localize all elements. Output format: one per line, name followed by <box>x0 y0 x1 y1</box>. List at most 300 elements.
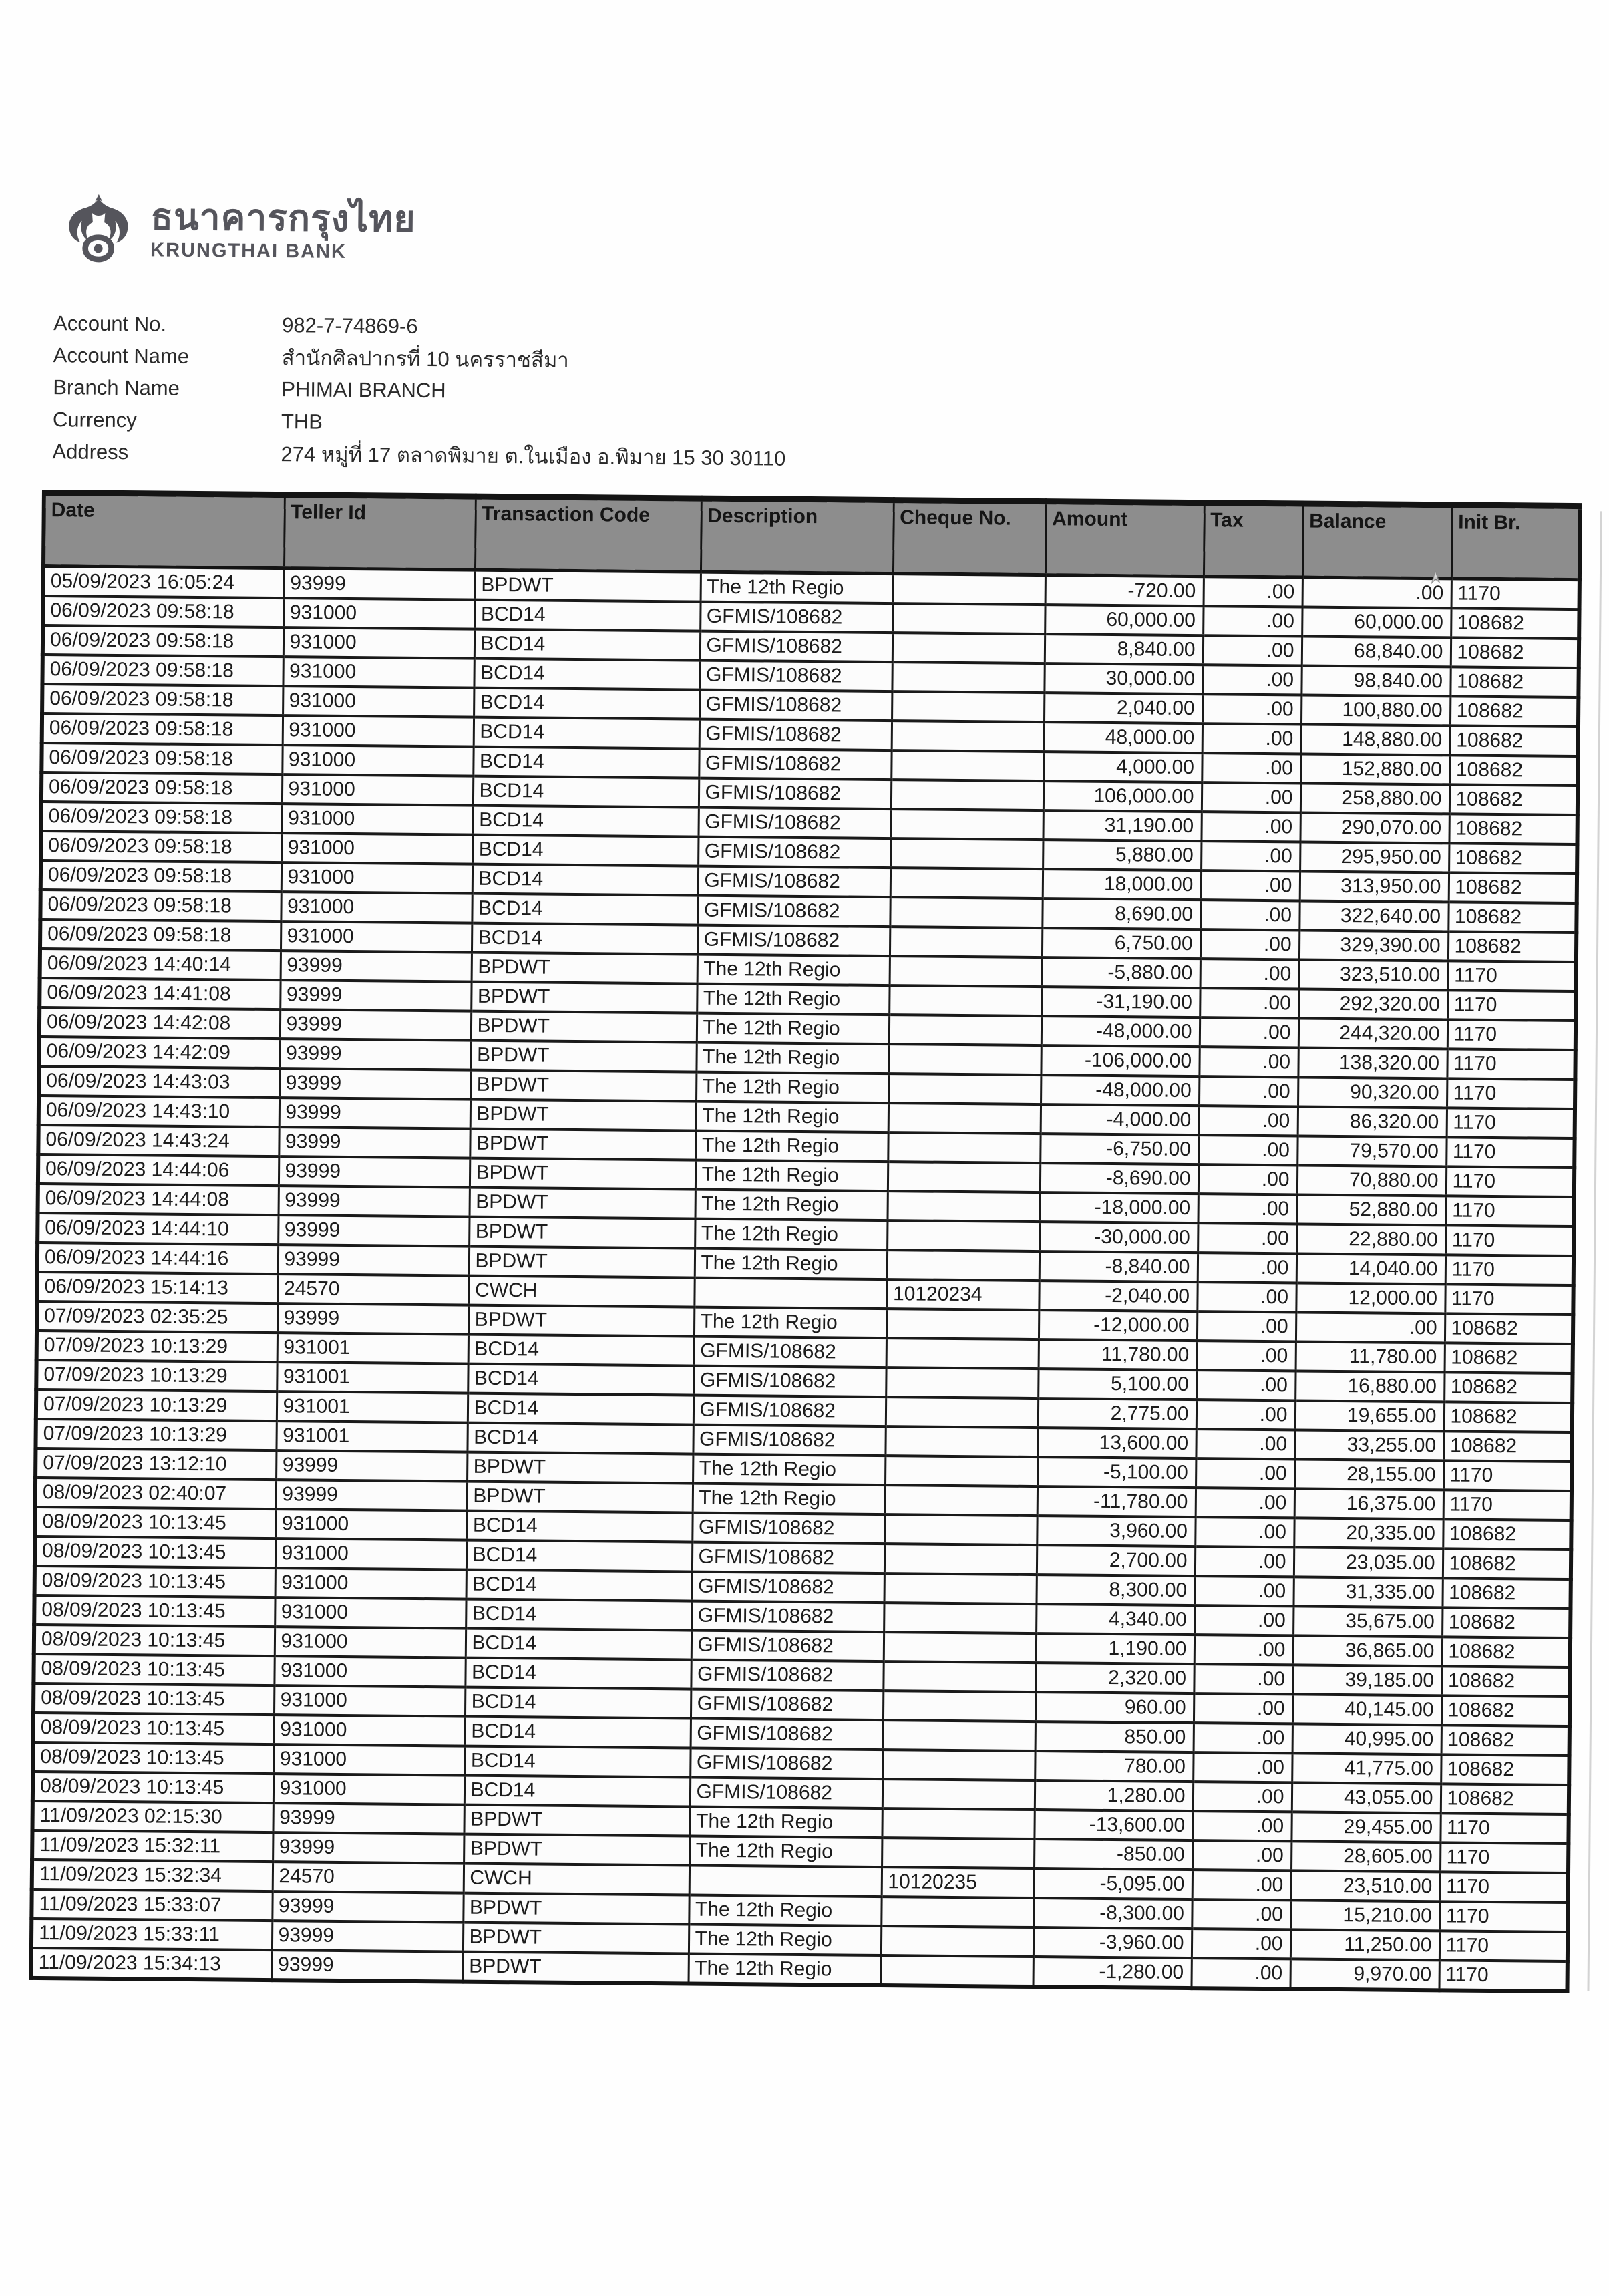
table-cell-tax: .00 <box>1192 1811 1291 1841</box>
table-cell-description: The 12th Regio <box>697 1013 889 1045</box>
table-cell-transaction_code: BCD14 <box>466 1599 691 1631</box>
table-cell-description: GFMIS/108682 <box>693 1425 885 1456</box>
table-cell-transaction_code: BPDWT <box>464 1805 689 1836</box>
mouse-cursor-icon <box>1430 570 1441 584</box>
table-cell-transaction_code: BPDWT <box>470 1070 696 1102</box>
table-cell-description <box>694 1278 886 1309</box>
table-cell-teller_id: 931000 <box>273 1774 464 1804</box>
table-cell-description: The 12th Regio <box>695 1131 888 1162</box>
table-cell-amount: -3,960.00 <box>1033 1927 1192 1958</box>
table-cell-balance: 43,055.00 <box>1292 1782 1441 1813</box>
table-cell-date: 06/09/2023 09:58:18 <box>41 831 281 862</box>
table-cell-cheque_no <box>888 1162 1040 1192</box>
table-cell-transaction_code: BCD14 <box>473 747 699 778</box>
table-cell-tax: .00 <box>1203 606 1302 636</box>
table-cell-cheque_no <box>886 1397 1038 1428</box>
table-cell-balance: 36,865.00 <box>1293 1635 1442 1666</box>
table-cell-transaction_code: BPDWT <box>467 1452 693 1484</box>
table-cell-balance: .00 <box>1296 1312 1445 1343</box>
table-cell-amount: -106,000.00 <box>1041 1045 1199 1076</box>
table-cell-transaction_code: BPDWT <box>471 1011 697 1043</box>
table-cell-init_br: 108682 <box>1441 1754 1569 1785</box>
table-cell-transaction_code: BCD14 <box>474 600 700 631</box>
table-cell-tax: .00 <box>1200 959 1299 989</box>
table-cell-transaction_code: BCD14 <box>465 1717 691 1748</box>
table-cell-teller_id: 93999 <box>281 951 472 981</box>
table-cell-amount: 13,600.00 <box>1037 1428 1196 1458</box>
table-cell-balance: 322,640.00 <box>1299 900 1448 931</box>
table-cell-init_br: 108682 <box>1448 931 1576 962</box>
table-cell-init_br: 108682 <box>1443 1548 1571 1579</box>
table-cell-amount: 780.00 <box>1035 1751 1193 1782</box>
table-cell-cheque_no <box>885 1426 1037 1457</box>
table-cell-teller_id: 93999 <box>278 1215 469 1246</box>
table-cell-date: 06/09/2023 09:58:18 <box>42 684 283 715</box>
table-cell-init_br: 1170 <box>1439 1960 1567 1991</box>
table-cell-cheque_no <box>883 1720 1035 1751</box>
table-cell-balance: .00 <box>1302 577 1451 608</box>
table-cell-balance: 323,510.00 <box>1299 959 1448 990</box>
table-cell-description: The 12th Regio <box>693 1454 885 1486</box>
table-cell-tax: .00 <box>1198 1253 1296 1283</box>
table-cell-description: GFMIS/108682 <box>693 1366 886 1398</box>
table-cell-tax: .00 <box>1201 841 1300 871</box>
account-field-label: Account No. <box>53 311 167 336</box>
table-cell-balance: 290,070.00 <box>1300 812 1449 843</box>
table-cell-init_br: 1170 <box>1446 1166 1574 1197</box>
table-cell-amount: 3,960.00 <box>1037 1516 1195 1546</box>
table-cell-description: The 12th Regio <box>695 1219 887 1251</box>
table-cell-cheque_no <box>882 1838 1034 1868</box>
table-cell-description: GFMIS/108682 <box>699 749 891 780</box>
table-cell-transaction_code: BCD14 <box>464 1746 690 1778</box>
scan-edge-shadow <box>1587 511 1602 1991</box>
table-cell-amount: -30,000.00 <box>1039 1222 1198 1253</box>
table-cell-date: 08/09/2023 10:13:45 <box>33 1683 274 1715</box>
table-cell-init_br: 1170 <box>1445 1196 1574 1226</box>
table-cell-teller_id: 931000 <box>282 804 473 834</box>
table-cell-tax: .00 <box>1196 1458 1294 1488</box>
table-cell-transaction_code: BPDWT <box>469 1217 695 1249</box>
table-cell-description: GFMIS/108682 <box>700 631 892 663</box>
table-cell-description: GFMIS/108682 <box>699 719 892 751</box>
table-cell-balance: 79,570.00 <box>1297 1136 1446 1166</box>
bank-logo-text <box>150 193 416 263</box>
table-cell-description: GFMIS/108682 <box>691 1660 883 1691</box>
table-cell-date: 06/09/2023 14:42:09 <box>39 1037 279 1068</box>
table-cell-init_br: 108682 <box>1451 608 1579 639</box>
table-cell-amount: 8,840.00 <box>1045 634 1203 665</box>
table-cell-init_br: 108682 <box>1441 1725 1570 1756</box>
table-cell-balance: 329,390.00 <box>1299 930 1448 961</box>
table-cell-transaction_code: BPDWT <box>470 1041 696 1072</box>
table-cell-description: The 12th Regio <box>689 1836 882 1868</box>
table-cell-amount: -8,840.00 <box>1039 1251 1198 1282</box>
table-cell-teller_id: 93999 <box>279 1156 470 1187</box>
table-cell-date: 06/09/2023 15:14:13 <box>37 1272 277 1303</box>
table-cell-description: The 12th Regio <box>696 1072 888 1104</box>
table-cell-tax: .00 <box>1196 1370 1295 1400</box>
table-cell-init_br: 1170 <box>1447 1049 1575 1080</box>
table-cell-tax: .00 <box>1198 1135 1297 1165</box>
table-cell-tax: .00 <box>1192 1840 1291 1870</box>
table-cell-cheque_no <box>882 1808 1034 1839</box>
table-cell-init_br: 108682 <box>1450 667 1578 697</box>
table-cell-balance: 138,320.00 <box>1298 1047 1447 1078</box>
table-cell-balance: 40,145.00 <box>1292 1694 1441 1725</box>
table-cell-transaction_code: BPDWT <box>470 1188 695 1219</box>
table-cell-transaction_code: BCD14 <box>468 1364 693 1396</box>
table-cell-teller_id: 93999 <box>279 1068 470 1099</box>
table-cell-transaction_code: BCD14 <box>472 835 698 866</box>
table-cell-description: The 12th Regio <box>701 572 893 603</box>
table-cell-amount: -12,000.00 <box>1039 1310 1197 1341</box>
table-cell-teller_id: 931000 <box>283 657 474 687</box>
table-cell-cheque_no <box>888 1103 1041 1134</box>
table-cell-date: 06/09/2023 14:40:14 <box>40 949 281 980</box>
table-cell-transaction_code: BCD14 <box>466 1511 692 1542</box>
table-cell-tax: .00 <box>1194 1693 1292 1724</box>
table-cell-tax: .00 <box>1194 1635 1293 1665</box>
table-cell-balance: 28,605.00 <box>1291 1841 1440 1872</box>
table-cell-init_br: 1170 <box>1440 1813 1568 1844</box>
table-cell-tax: .00 <box>1193 1752 1292 1782</box>
table-cell-cheque_no <box>885 1485 1037 1516</box>
table-cell-description: GFMIS/108682 <box>694 1337 886 1368</box>
table-cell-description: GFMIS/108682 <box>698 837 890 868</box>
table-cell-date: 08/09/2023 10:13:45 <box>33 1772 273 1803</box>
account-info <box>52 307 787 474</box>
table-cell-date: 07/09/2023 10:13:29 <box>36 1389 277 1421</box>
table-cell-cheque_no <box>888 1191 1040 1222</box>
table-cell-date: 06/09/2023 09:58:18 <box>41 772 282 804</box>
table-cell-amount: 5,880.00 <box>1043 840 1201 870</box>
table-cell-date: 06/09/2023 09:58:18 <box>42 655 283 686</box>
table-cell-cheque_no <box>892 603 1045 634</box>
table-cell-date: 07/09/2023 13:12:10 <box>35 1448 276 1480</box>
table-cell-date: 06/09/2023 09:58:18 <box>42 713 283 745</box>
table-cell-balance: 313,950.00 <box>1300 871 1449 902</box>
table-cell-tax: .00 <box>1197 1341 1296 1371</box>
table-cell-cheque_no <box>882 1750 1035 1780</box>
column-header-amount: Amount <box>1045 502 1204 577</box>
table-cell-transaction_code: BPDWT <box>467 1482 693 1513</box>
table-cell-transaction_code: BCD14 <box>472 894 697 925</box>
table-cell-cheque_no <box>892 662 1044 693</box>
table-cell-amount: 4,000.00 <box>1043 752 1202 782</box>
table-cell-init_br: 1170 <box>1451 579 1580 609</box>
table-cell-date: 08/09/2023 10:13:45 <box>34 1595 275 1627</box>
table-cell-description: The 12th Regio <box>694 1307 886 1339</box>
table-cell-tax: .00 <box>1201 812 1300 842</box>
table-cell-tax: .00 <box>1192 1929 1290 1959</box>
account-field-label: Address <box>52 440 129 464</box>
table-cell-teller_id: 931000 <box>274 1715 465 1746</box>
table-cell-date: 11/09/2023 15:32:34 <box>32 1860 273 1891</box>
table-cell-teller_id: 93999 <box>277 1303 468 1334</box>
table-cell-transaction_code: BPDWT <box>463 1952 689 1984</box>
table-cell-init_br: 108682 <box>1449 872 1577 903</box>
table-cell-description: The 12th Regio <box>689 1925 881 1956</box>
table-cell-teller_id: 931000 <box>275 1509 466 1540</box>
table-cell-date: 07/09/2023 02:35:25 <box>37 1301 277 1333</box>
table-cell-date: 11/09/2023 15:33:11 <box>31 1919 272 1950</box>
table-cell-date: 07/09/2023 10:13:29 <box>37 1331 277 1362</box>
table-cell-cheque_no <box>889 1015 1041 1045</box>
table-cell-cheque_no <box>887 1250 1039 1281</box>
table-cell-tax: .00 <box>1202 723 1301 754</box>
table-cell-amount: 6,750.00 <box>1042 928 1200 959</box>
table-cell-teller_id: 931000 <box>275 1627 466 1657</box>
table-cell-date: 08/09/2023 02:40:07 <box>35 1478 276 1509</box>
table-cell-balance: 9,970.00 <box>1290 1959 1439 1990</box>
table-cell-transaction_code: BPDWT <box>463 1923 689 1954</box>
table-cell-cheque_no <box>886 1367 1038 1398</box>
table-cell-teller_id: 931000 <box>283 598 474 629</box>
table-cell-balance: 39,185.00 <box>1292 1665 1441 1695</box>
table-cell-description: GFMIS/108682 <box>699 778 891 810</box>
table-cell-amount: 18,000.00 <box>1043 869 1201 900</box>
table-cell-tax: .00 <box>1201 870 1300 900</box>
table-cell-amount: -2,040.00 <box>1039 1281 1197 1311</box>
table-cell-description: GFMIS/108682 <box>691 1719 883 1750</box>
table-cell-teller_id: 93999 <box>279 1186 470 1216</box>
table-cell-balance: 16,375.00 <box>1294 1488 1443 1519</box>
table-cell-cheque_no <box>890 897 1042 928</box>
table-cell-date: 07/09/2023 10:13:29 <box>36 1360 277 1391</box>
table-cell-tax: .00 <box>1202 753 1300 783</box>
table-cell-teller_id: 931000 <box>283 715 474 746</box>
column-header-init-br: Init Br. <box>1451 505 1580 580</box>
table-cell-cheque_no <box>886 1338 1039 1369</box>
table-cell-teller_id: 931000 <box>281 862 472 893</box>
table-cell-teller_id: 931000 <box>273 1744 464 1775</box>
account-field-address <box>52 436 785 474</box>
table-cell-description: GFMIS/108682 <box>699 808 891 839</box>
table-cell-cheque_no <box>889 985 1041 1016</box>
table-cell-cheque_no <box>890 927 1042 957</box>
table-cell-description: GFMIS/108682 <box>698 866 890 898</box>
table-cell-description: The 12th Regio <box>695 1249 887 1280</box>
table-cell-balance: 31,335.00 <box>1293 1577 1442 1607</box>
table-cell-tax: .00 <box>1198 1223 1296 1253</box>
table-cell-teller_id: 931000 <box>281 921 472 952</box>
table-cell-balance: 20,335.00 <box>1294 1518 1443 1548</box>
table-cell-transaction_code: BCD14 <box>466 1570 692 1601</box>
table-cell-init_br: 1170 <box>1446 1137 1574 1168</box>
table-cell-tax: .00 <box>1194 1723 1292 1753</box>
table-cell-description: GFMIS/108682 <box>693 1396 886 1427</box>
table-cell-cheque_no <box>892 633 1045 663</box>
table-cell-init_br: 1170 <box>1447 1108 1575 1138</box>
table-cell-amount: -720.00 <box>1045 575 1204 607</box>
table-cell-balance: 292,320.00 <box>1298 989 1447 1019</box>
table-cell-teller_id: 93999 <box>279 1098 470 1128</box>
table-cell-amount: -13,600.00 <box>1034 1810 1192 1840</box>
table-cell-balance: 152,880.00 <box>1300 754 1449 784</box>
table-cell-teller_id: 93999 <box>272 1950 463 1981</box>
table-cell-transaction_code: BPDWT <box>469 1247 695 1278</box>
table-cell-init_br: 108682 <box>1442 1607 1570 1638</box>
table-cell-teller_id: 93999 <box>273 1803 464 1834</box>
table-cell-description: GFMIS/108682 <box>691 1631 884 1662</box>
table-cell-cheque_no <box>884 1573 1037 1604</box>
table-cell-tax: .00 <box>1199 1106 1298 1136</box>
table-cell-transaction_code: BPDWT <box>472 953 697 984</box>
table-cell-amount: 106,000.00 <box>1043 781 1202 812</box>
table-cell-tax: .00 <box>1200 988 1298 1018</box>
table-cell-description: GFMIS/108682 <box>691 1601 884 1633</box>
address-value: 274 หมู่ที่ 17 ตลาดพิมาย ต.ในเมือง อ.พิมาย 15 30 30110 <box>281 442 786 470</box>
table-cell-date: 06/09/2023 14:44:06 <box>38 1154 279 1186</box>
table-cell-balance: 70,880.00 <box>1297 1165 1446 1196</box>
table-cell-transaction_code: CWCH <box>468 1276 694 1307</box>
table-cell-tax: .00 <box>1204 577 1302 607</box>
table-cell-init_br: 108682 <box>1450 696 1578 727</box>
table-cell-cheque_no <box>881 1955 1033 1987</box>
table-cell-amount: 8,300.00 <box>1037 1575 1195 1605</box>
table-cell-amount: -850.00 <box>1034 1839 1192 1870</box>
table-cell-init_br: 108682 <box>1443 1431 1572 1462</box>
table-cell-init_br: 1170 <box>1440 1842 1568 1873</box>
table-cell-teller_id: 93999 <box>284 568 475 600</box>
table-cell-amount: -31,190.00 <box>1041 987 1200 1017</box>
table-cell-init_br: 108682 <box>1442 1637 1570 1667</box>
table-cell-amount: -48,000.00 <box>1041 1016 1200 1047</box>
table-cell-balance: 33,255.00 <box>1294 1430 1443 1460</box>
table-cell-date: 08/09/2023 10:13:45 <box>33 1654 274 1685</box>
table-cell-cheque_no <box>886 1309 1039 1339</box>
table-cell-tax: .00 <box>1198 1194 1296 1224</box>
table-cell-transaction_code: BCD14 <box>466 1540 692 1572</box>
table-cell-init_br: 108682 <box>1441 1784 1569 1814</box>
table-cell-teller_id: 931000 <box>275 1597 466 1628</box>
table-cell-description: The 12th Regio <box>697 984 889 1015</box>
table-cell-teller_id: 93999 <box>273 1832 464 1863</box>
table-cell-transaction_code: BCD14 <box>472 923 697 955</box>
table-cell-teller_id: 93999 <box>279 1127 470 1158</box>
column-header-transaction-code: Transaction Code <box>475 496 701 572</box>
table-cell-teller_id: 93999 <box>280 1009 471 1040</box>
table-cell-teller_id: 931000 <box>281 892 472 923</box>
table-cell-tax: .00 <box>1200 1017 1298 1047</box>
table-cell-transaction_code: BPDWT <box>471 982 697 1013</box>
table-cell-transaction_code: BCD14 <box>474 717 699 749</box>
table-cell-init_br: 1170 <box>1447 990 1576 1021</box>
table-cell-amount: -5,095.00 <box>1034 1868 1192 1899</box>
table-cell-teller_id: 24570 <box>277 1274 468 1305</box>
table-cell-teller_id: 931000 <box>274 1685 465 1716</box>
table-cell-balance: 41,775.00 <box>1292 1753 1441 1784</box>
table-cell-amount: 2,700.00 <box>1037 1545 1195 1576</box>
table-cell-balance: 12,000.00 <box>1296 1283 1445 1313</box>
table-cell-init_br: 1170 <box>1439 1931 1568 1961</box>
table-cell-amount: 11,780.00 <box>1039 1339 1197 1370</box>
currency-value: THB <box>281 409 323 434</box>
table-cell-balance: 40,995.00 <box>1292 1724 1441 1754</box>
table-cell-tax: .00 <box>1202 665 1301 695</box>
table-cell-balance: 11,780.00 <box>1296 1341 1445 1372</box>
table-cell-transaction_code: BPDWT <box>470 1158 695 1190</box>
table-cell-init_br: 108682 <box>1448 902 1576 933</box>
table-cell-transaction_code: BCD14 <box>474 629 700 661</box>
table-cell-description: The 12th Regio <box>697 955 890 986</box>
account-number-value: 982-7-74869-6 <box>282 313 418 338</box>
table-cell-cheque_no <box>888 1044 1041 1075</box>
table-cell-cheque_no <box>893 574 1045 605</box>
table-cell-cheque_no <box>885 1456 1037 1486</box>
table-cell-description: GFMIS/108682 <box>690 1778 882 1809</box>
table-cell-teller_id: 931000 <box>275 1538 466 1569</box>
table-cell-init_br: 108682 <box>1445 1343 1573 1373</box>
table-cell-balance: 16,880.00 <box>1295 1371 1444 1402</box>
table-cell-balance: 52,880.00 <box>1296 1194 1445 1225</box>
table-cell-cheque_no <box>883 1661 1035 1692</box>
table-cell-tax: .00 <box>1193 1782 1292 1812</box>
table-cell-balance: 100,880.00 <box>1301 695 1450 725</box>
table-cell-amount: 4,340.00 <box>1036 1604 1194 1635</box>
table-cell-transaction_code: BCD14 <box>473 806 699 837</box>
table-cell-date: 08/09/2023 10:13:45 <box>35 1507 275 1538</box>
table-cell-date: 06/09/2023 09:58:18 <box>40 890 281 921</box>
table-cell-tax: .00 <box>1195 1546 1294 1577</box>
table-cell-tax: .00 <box>1196 1488 1294 1518</box>
column-header-tax: Tax <box>1204 503 1303 577</box>
table-cell-cheque_no <box>887 1220 1039 1251</box>
table-cell-transaction_code: BCD14 <box>468 1335 694 1366</box>
table-cell-tax: .00 <box>1196 1429 1294 1459</box>
column-header-balance: Balance <box>1302 504 1452 579</box>
table-cell-init_br: 1170 <box>1439 1901 1568 1932</box>
table-cell-teller_id: 931000 <box>283 627 474 658</box>
table-cell-teller_id: 931000 <box>275 1568 466 1599</box>
table-cell-cheque_no <box>890 956 1042 987</box>
table-cell-init_br: 1170 <box>1447 1019 1576 1050</box>
table-cell-balance: 68,840.00 <box>1302 636 1451 667</box>
table-cell-cheque_no <box>891 750 1043 781</box>
table-cell-cheque_no <box>890 809 1043 840</box>
table-cell-cheque_no <box>888 1132 1040 1163</box>
table-cell-date: 06/09/2023 14:43:10 <box>39 1096 279 1127</box>
table-cell-init_br: 108682 <box>1449 814 1577 844</box>
table-cell-amount: 850.00 <box>1035 1721 1194 1752</box>
table-cell-balance: 60,000.00 <box>1302 607 1451 637</box>
transactions-table <box>29 490 1582 1993</box>
table-cell-init_br: 108682 <box>1442 1578 1570 1609</box>
table-cell-amount: -6,750.00 <box>1040 1134 1198 1164</box>
table-cell-init_br: 108682 <box>1443 1519 1571 1550</box>
table-cell-transaction_code: BCD14 <box>465 1658 691 1689</box>
table-cell-balance: 98,840.00 <box>1301 665 1450 696</box>
table-cell-cheque_no <box>890 838 1043 869</box>
table-cell-tax: .00 <box>1202 782 1300 812</box>
table-cell-transaction_code: BCD14 <box>473 776 699 808</box>
table-cell-teller_id: 931000 <box>274 1656 465 1687</box>
table-cell-amount: 2,320.00 <box>1035 1663 1194 1693</box>
table-cell-description: The 12th Regio <box>689 1895 881 1927</box>
table-cell-cheque_no <box>883 1691 1035 1721</box>
table-cell-amount: 48,000.00 <box>1044 722 1202 753</box>
table-cell-tax: .00 <box>1199 1076 1298 1106</box>
table-cell-description: The 12th Regio <box>696 1043 888 1074</box>
table-cell-date: 07/09/2023 10:13:29 <box>35 1419 276 1450</box>
column-header-description: Description <box>701 498 894 574</box>
table-cell-init_br: 108682 <box>1444 1402 1572 1432</box>
branch-name-value: PHIMAI BRANCH <box>281 377 446 403</box>
table-cell-amount: 2,775.00 <box>1038 1398 1196 1429</box>
table-cell-init_br: 108682 <box>1451 637 1579 668</box>
table-cell-cheque_no <box>888 1074 1041 1104</box>
